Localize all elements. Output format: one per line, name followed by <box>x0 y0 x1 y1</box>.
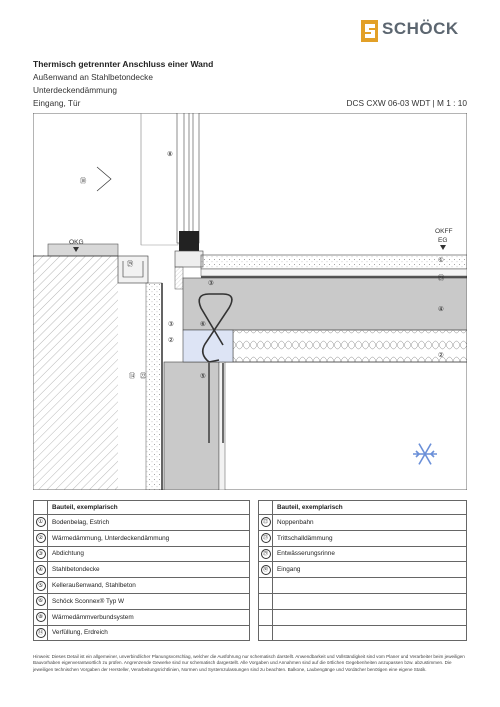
callout-3b: ③ <box>168 321 174 328</box>
callout-14: ⑭ <box>128 373 136 380</box>
legend-header-right: Bauteil, exemplarisch <box>273 501 467 515</box>
legend-row: ⑤ Kelleraußenwand, Stahlbeton <box>34 578 250 594</box>
callout-6: ⑥ <box>200 321 206 328</box>
legend-row: ㉚ Eingang <box>259 562 467 578</box>
legend-row: ㉒ Noppenbahn <box>259 515 467 531</box>
callout-8: ⑧ <box>167 151 173 158</box>
level-eg: EG <box>438 237 448 244</box>
level-okg: OKG <box>69 239 84 246</box>
callout-3a: ③ <box>208 280 214 287</box>
door-frame <box>177 113 199 243</box>
legend-row <box>259 578 467 594</box>
subtitle-1: Außenwand an Stahlbetondecke <box>33 72 153 82</box>
legend-row <box>259 625 467 641</box>
legend-row: ㉙ Entwässerungsrinne <box>259 546 467 562</box>
basement-wall <box>164 362 219 490</box>
screed-layer <box>201 255 467 269</box>
legend-row: ② Wärmedämmung, Unterdeckendämmung <box>34 530 250 546</box>
level-okff: OKFF <box>435 228 453 235</box>
callout-30: ㉚ <box>79 178 87 185</box>
legend-row: ⑭ Verfüllung, Erdreich <box>34 625 250 641</box>
sconnex-element <box>183 330 233 362</box>
callout-4: ④ <box>438 306 444 313</box>
disclaimer-note: Hinweis: Dieses Detail ist ein allgemeiner, unverbindlicher Planungsvorschlag, welcher die Ausführung nur schematisch darstellt. Anwendbarkeit und Vollständigkeit sind vom Planer und Verarbeiter beim jeweiligen Bauvorhaben eigenverantwortlich zu prüfen. Angrenzende Gewerke sind nur schematisch dargestellt. Alle Vorgaben und Annahmen sind auf die örtlichen Gegebenheiten anzupassen bzw. abzustimmen. Die jeweiligen technischen Vorgaben der Hersteller, Verarbeitungsrichtlinien, Normen und Systemzulassungen sind zu beachten. Balkone, Laubengänge und Vordächer benötigen eine eigene Statik. <box>33 654 465 672</box>
callout-22: ㉒ <box>139 373 147 380</box>
concrete-slab <box>183 278 467 330</box>
legend-row: ⑥ Schöck Sconnex® Typ W <box>34 593 250 609</box>
construction-detail-drawing <box>33 113 467 490</box>
legend-header-left: Bauteil, exemplarisch <box>48 501 250 515</box>
legend-table-left <box>33 500 250 641</box>
legend-row: ⑧ Wärmedämmverbundsystem <box>34 609 250 625</box>
subtitle-2: Unterdeckendämmung <box>33 85 117 95</box>
detail-reference: DCS CXW 06-03 WDT | M 1 : 10 <box>346 98 467 108</box>
impact-insulation <box>201 269 467 276</box>
callout-29: ㉙ <box>126 261 134 268</box>
subtitle-3: Eingang, Tür <box>33 98 81 108</box>
legend-row: ③ Abdichtung <box>34 546 250 562</box>
callout-5: ⑤ <box>200 373 206 380</box>
brand-name: SCHÖCK <box>382 19 459 38</box>
callout-2b: ② <box>168 337 174 344</box>
soil-fill <box>33 255 118 490</box>
legend-row: ㉓ Trittschalldämmung <box>259 530 467 546</box>
ceiling-insulation <box>233 330 467 362</box>
legend-row: ④ Stahlbetondecke <box>34 562 250 578</box>
callout-2a: ② <box>438 352 444 359</box>
callout-1: ① <box>438 257 444 264</box>
page-title: Thermisch getrennter Anschluss einer Wand <box>33 59 214 69</box>
legend-row <box>259 609 467 625</box>
legend-row: ① Bodenbelag, Estrich <box>34 515 250 531</box>
legend-table-right <box>258 500 467 641</box>
callout-23: ㉓ <box>437 275 445 282</box>
legend-row <box>259 593 467 609</box>
